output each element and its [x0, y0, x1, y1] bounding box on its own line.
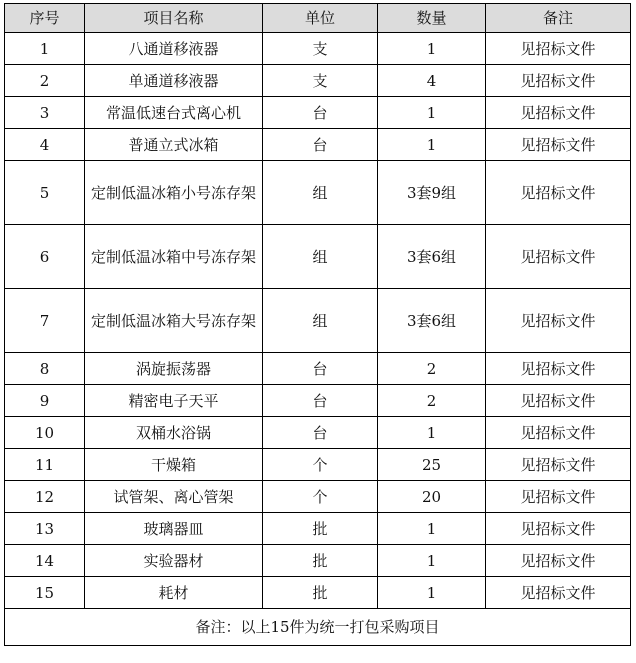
- cell-remarks: 见招标文件: [486, 65, 631, 97]
- cell-index: 12: [5, 481, 85, 513]
- cell-remarks: 见招标文件: [486, 33, 631, 65]
- table-row: [5, 545, 631, 577]
- cell-item-name: 八通道移液器: [85, 33, 263, 65]
- header-remarks: 备注: [486, 4, 631, 33]
- table-row: [5, 353, 631, 385]
- table-row: [5, 65, 631, 97]
- cell-quantity: 1: [378, 129, 486, 161]
- cell-quantity: 3套9组: [378, 161, 486, 225]
- table-row: [5, 129, 631, 161]
- cell-unit: 台: [263, 129, 378, 161]
- cell-quantity: 1: [378, 97, 486, 129]
- table-row: [5, 385, 631, 417]
- cell-quantity: 1: [378, 577, 486, 609]
- cell-remarks: 见招标文件: [486, 129, 631, 161]
- cell-unit: 个: [263, 449, 378, 481]
- cell-unit: 支: [263, 33, 378, 65]
- cell-item-name: 玻璃器皿: [85, 513, 263, 545]
- cell-unit: 支: [263, 65, 378, 97]
- cell-item-name: 精密电子天平: [85, 385, 263, 417]
- cell-unit: 台: [263, 353, 378, 385]
- cell-remarks: 见招标文件: [486, 353, 631, 385]
- cell-remarks: 见招标文件: [486, 161, 631, 225]
- cell-unit: 组: [263, 161, 378, 225]
- cell-index: 4: [5, 129, 85, 161]
- table-row: [5, 513, 631, 545]
- cell-unit: 组: [263, 289, 378, 353]
- cell-remarks: 见招标文件: [486, 225, 631, 289]
- cell-index: 10: [5, 417, 85, 449]
- cell-quantity: 3套6组: [378, 289, 486, 353]
- cell-item-name: 实验器材: [85, 545, 263, 577]
- footer-note: 备注：以上15件为统一打包采购项目: [5, 609, 631, 646]
- cell-quantity: 3套6组: [378, 225, 486, 289]
- cell-unit: 批: [263, 513, 378, 545]
- header-unit: 单位: [263, 4, 378, 33]
- cell-index: 1: [5, 33, 85, 65]
- cell-quantity: 1: [378, 545, 486, 577]
- table-row: [5, 289, 631, 353]
- table-footer: [5, 609, 631, 646]
- cell-remarks: 见招标文件: [486, 577, 631, 609]
- table-row: [5, 161, 631, 225]
- procurement-table-container: [4, 3, 631, 646]
- cell-remarks: 见招标文件: [486, 385, 631, 417]
- cell-remarks: 见招标文件: [486, 97, 631, 129]
- cell-quantity: 2: [378, 353, 486, 385]
- cell-index: 15: [5, 577, 85, 609]
- cell-index: 2: [5, 65, 85, 97]
- header-quantity: 数量: [378, 4, 486, 33]
- cell-index: 9: [5, 385, 85, 417]
- cell-quantity: 1: [378, 417, 486, 449]
- procurement-table: [4, 3, 631, 646]
- cell-item-name: 单通道移液器: [85, 65, 263, 97]
- table-row: [5, 481, 631, 513]
- cell-remarks: 见招标文件: [486, 289, 631, 353]
- table-row: [5, 97, 631, 129]
- header-index: 序号: [5, 4, 85, 33]
- header-item-name: 项目名称: [85, 4, 263, 33]
- cell-item-name: 干燥箱: [85, 449, 263, 481]
- cell-index: 6: [5, 225, 85, 289]
- cell-index: 3: [5, 97, 85, 129]
- cell-item-name: 涡旋振荡器: [85, 353, 263, 385]
- table-row: [5, 449, 631, 481]
- cell-unit: 台: [263, 417, 378, 449]
- cell-remarks: 见招标文件: [486, 513, 631, 545]
- cell-unit: 组: [263, 225, 378, 289]
- cell-remarks: 见招标文件: [486, 545, 631, 577]
- cell-index: 14: [5, 545, 85, 577]
- cell-remarks: 见招标文件: [486, 417, 631, 449]
- cell-index: 8: [5, 353, 85, 385]
- table-row: [5, 33, 631, 65]
- header-row: [5, 4, 631, 33]
- cell-item-name: 普通立式冰箱: [85, 129, 263, 161]
- cell-remarks: 见招标文件: [486, 449, 631, 481]
- cell-index: 7: [5, 289, 85, 353]
- cell-index: 11: [5, 449, 85, 481]
- cell-index: 5: [5, 161, 85, 225]
- cell-quantity: 1: [378, 513, 486, 545]
- cell-item-name: 双桶水浴锅: [85, 417, 263, 449]
- cell-quantity: 2: [378, 385, 486, 417]
- cell-unit: 台: [263, 385, 378, 417]
- cell-item-name: 耗材: [85, 577, 263, 609]
- cell-quantity: 4: [378, 65, 486, 97]
- cell-quantity: 1: [378, 33, 486, 65]
- table-row: [5, 417, 631, 449]
- footer-row: [5, 609, 631, 646]
- table-row: [5, 225, 631, 289]
- table-body: [5, 33, 631, 609]
- cell-item-name: 定制低温冰箱小号冻存架: [85, 161, 263, 225]
- cell-index: 13: [5, 513, 85, 545]
- cell-item-name: 试管架、离心管架: [85, 481, 263, 513]
- cell-item-name: 定制低温冰箱中号冻存架: [85, 225, 263, 289]
- cell-unit: 批: [263, 577, 378, 609]
- cell-quantity: 20: [378, 481, 486, 513]
- cell-item-name: 定制低温冰箱大号冻存架: [85, 289, 263, 353]
- cell-item-name: 常温低速台式离心机: [85, 97, 263, 129]
- cell-unit: 台: [263, 97, 378, 129]
- table-row: [5, 577, 631, 609]
- cell-quantity: 25: [378, 449, 486, 481]
- table-header: [5, 4, 631, 33]
- cell-unit: 批: [263, 545, 378, 577]
- cell-remarks: 见招标文件: [486, 481, 631, 513]
- cell-unit: 个: [263, 481, 378, 513]
